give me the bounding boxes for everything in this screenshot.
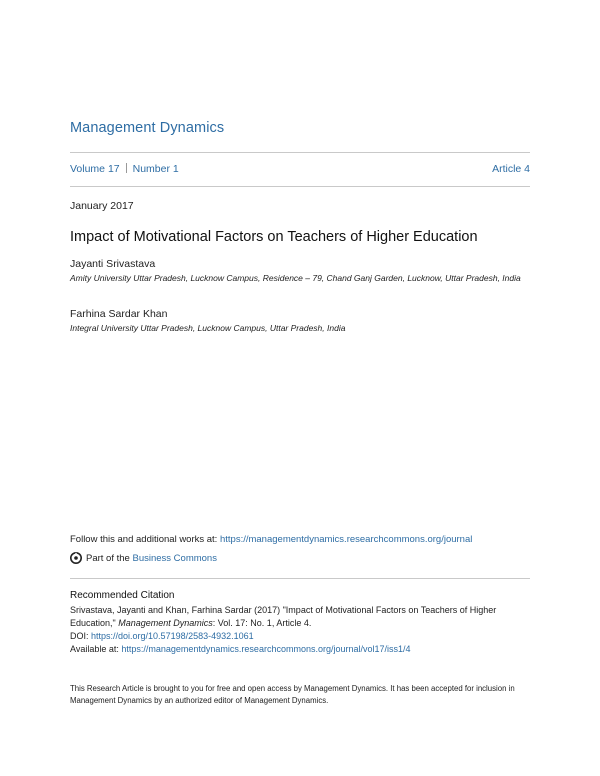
divider-meta xyxy=(70,186,530,187)
part-of-line xyxy=(70,552,217,564)
open-access-icon xyxy=(70,552,82,564)
citation-volume: : Vol. 17: No. 1, Article 4. xyxy=(212,618,312,628)
doi-link[interactable]: https://doi.org/10.57198/2583-4932.1061 xyxy=(91,631,254,641)
business-commons-link[interactable]: Business Commons xyxy=(132,552,217,564)
citation-text: Srivastava, Jayanti and Khan, Farhina Sardar (2017) "Impact of Motivational Factors on Teachers of Higher Education," xyxy=(70,605,497,628)
available-link[interactable]: https://managementdynamics.researchcommons.org/journal/vol17/iss1/4 xyxy=(121,644,411,654)
follow-line xyxy=(70,534,472,545)
follow-text: Follow this and additional works at: xyxy=(70,534,220,545)
divider-citation xyxy=(70,578,530,579)
author-name: Jayanti Srivastava xyxy=(70,258,156,270)
paper-title: Impact of Motivational Factors on Teachers of Higher Education xyxy=(70,229,478,245)
access-statement: This Research Article is brought to you for free and open access by Management Dynamics. It has been accepted for inclusion in Management Dynamics by an authorized editor of Management Dynamics. xyxy=(70,684,515,705)
available-label: Available at: xyxy=(70,644,122,654)
number-link[interactable]: Number 1 xyxy=(132,163,179,175)
author-affiliation: Amity University Uttar Pradesh, Lucknow Campus, Residence – 79, Chand Ganj Garden, Lucknow, Uttar Pradesh, India xyxy=(70,273,521,283)
journal-title[interactable]: Management Dynamics xyxy=(70,120,225,136)
volume-link[interactable]: Volume 17 xyxy=(70,163,120,175)
issue-meta xyxy=(70,163,530,175)
citation-block xyxy=(70,604,530,656)
author-affiliation: Integral University Uttar Pradesh, Lucknow Campus, Uttar Pradesh, India xyxy=(70,323,346,333)
publication-date: January 2017 xyxy=(70,200,134,212)
author-name: Farhina Sardar Khan xyxy=(70,308,168,320)
journal-link[interactable]: https://managementdynamics.researchcommons.org/journal xyxy=(219,534,473,545)
doi-label: DOI: xyxy=(70,631,92,641)
citation-journal: Management Dynamics xyxy=(118,618,213,628)
meta-separator xyxy=(126,163,127,173)
divider-top xyxy=(70,152,530,153)
part-of-text: Part of the xyxy=(86,552,130,564)
citation-heading: Recommended Citation xyxy=(70,590,175,601)
article-link[interactable]: Article 4 xyxy=(492,163,530,175)
